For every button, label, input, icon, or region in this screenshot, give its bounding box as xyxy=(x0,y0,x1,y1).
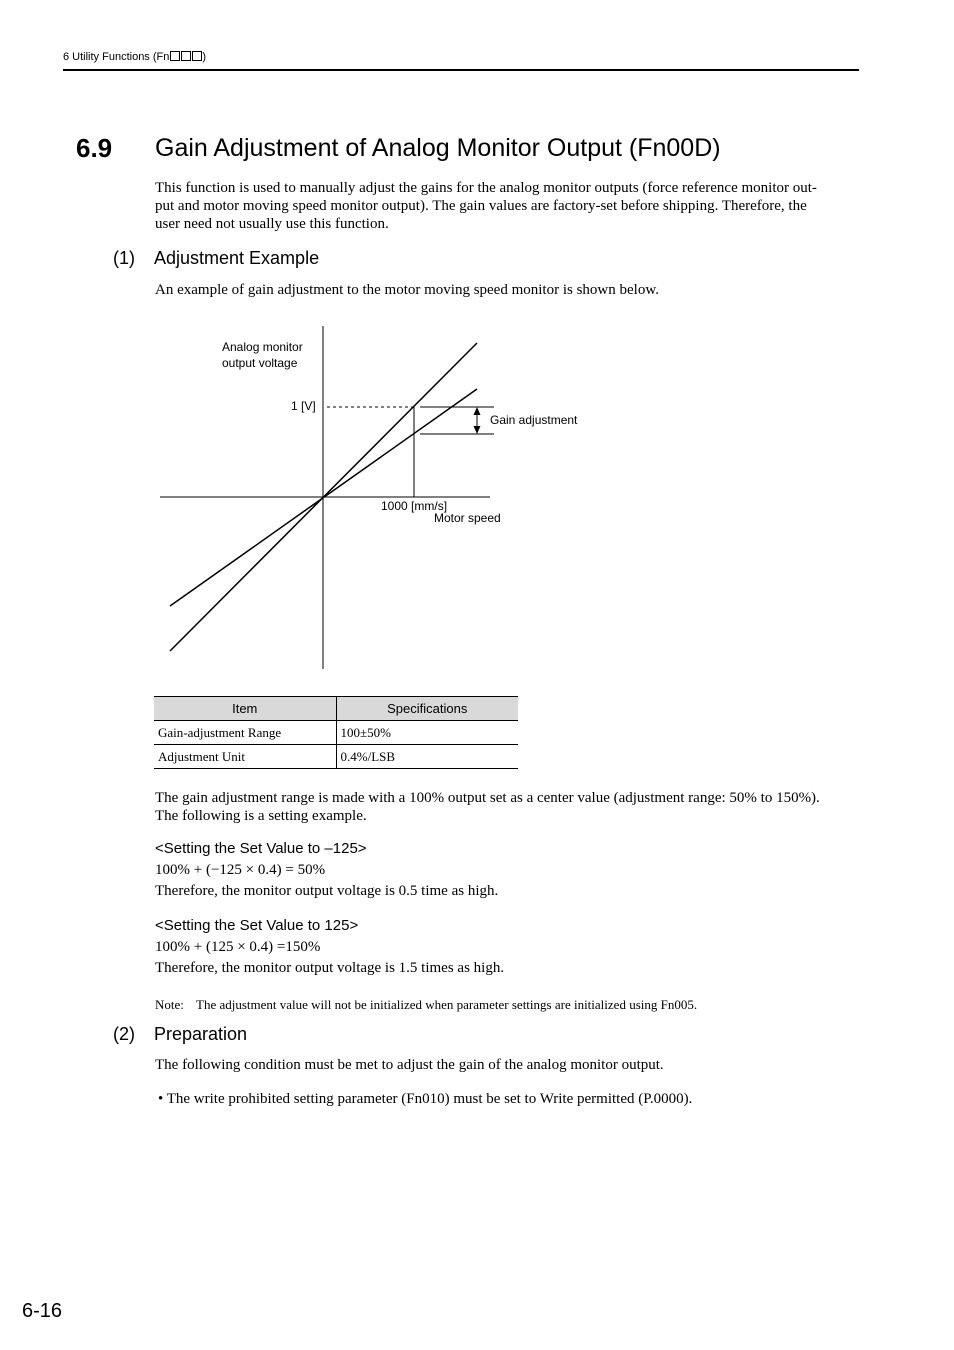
preparation-bullet: • The write prohibited setting parameter (Fn010) must be set to Write permitted (P.0000). xyxy=(158,1091,693,1107)
gain-adjustment-label: Gain adjustment xyxy=(490,413,578,427)
page-number: 6-16 xyxy=(22,1300,63,1322)
gain-arrow-up-icon xyxy=(474,407,481,415)
example1-formula: 100% + (−125 × 0.4) = 50% xyxy=(155,862,326,878)
subsection-adjustment-example: (1) Adjustment Example xyxy=(113,248,320,268)
table-header-specifications: Specifications xyxy=(336,697,518,721)
adjustment-example-text: An example of gain adjustment to the motor moving speed monitor is shown below. xyxy=(155,282,659,298)
table-cell: Adjustment Unit xyxy=(154,745,336,769)
subsection-preparation: (2) Preparation xyxy=(113,1024,248,1044)
example2-formula: 100% + (125 × 0.4) =150% xyxy=(155,939,321,955)
gain-adjustment-graph xyxy=(150,320,610,680)
section-title: Gain Adjustment of Analog Monitor Output (Fn00D) xyxy=(155,134,721,162)
table-row xyxy=(154,721,518,745)
gain-arrow-down-icon xyxy=(474,426,481,434)
preparation-text: The following condition must be met to adjust the gain of the analog monitor output. xyxy=(155,1057,664,1073)
table-row xyxy=(154,745,518,769)
example1-result: Therefore, the monitor output voltage is 0.5 time as high. xyxy=(155,883,499,899)
note xyxy=(155,997,697,1013)
example1-heading: <Setting the Set Value to –125> xyxy=(155,840,367,857)
note-label: Note: xyxy=(155,997,184,1012)
table-cell: Gain-adjustment Range xyxy=(154,721,336,745)
table-cell: 100±50% xyxy=(336,721,518,745)
example2-heading: <Setting the Set Value to 125> xyxy=(155,917,359,934)
explanation-text: The gain adjustment range is made with a 100% output set as a center value (adjustment range: 50% to 150%). The following is a setting example. xyxy=(155,790,820,824)
x-axis-label: Motor speed xyxy=(434,511,501,525)
section-intro: This function is used to manually adjust the gains for the analog monitor outputs (force reference monitor out- put and motor moving speed monitor output). The gain values are factory-set before shipping. Therefore, the user need not usually use this function. xyxy=(155,180,817,232)
spec-table xyxy=(154,696,518,769)
table-cell: 0.4%/LSB xyxy=(336,745,518,769)
table-header-item: Item xyxy=(154,697,336,721)
speed-tick-label: 1000 [mm/s] xyxy=(381,499,448,513)
example2-result: Therefore, the monitor output voltage is 1.5 times as high. xyxy=(155,960,505,976)
running-head: 6 Utility Functions (Fn ) xyxy=(63,51,207,63)
y-axis-label-line2: output voltage xyxy=(222,356,298,370)
section-number: 6.9 xyxy=(76,133,113,163)
note-text: The adjustment value will not be initialized when parameter settings are initialized using Fn005. xyxy=(196,997,698,1012)
header-rule xyxy=(63,69,859,71)
y-axis-label-line1: Analog monitor xyxy=(222,340,303,354)
placeholder-boxes xyxy=(169,51,202,63)
voltage-tick-label: 1 [V] xyxy=(291,399,316,413)
